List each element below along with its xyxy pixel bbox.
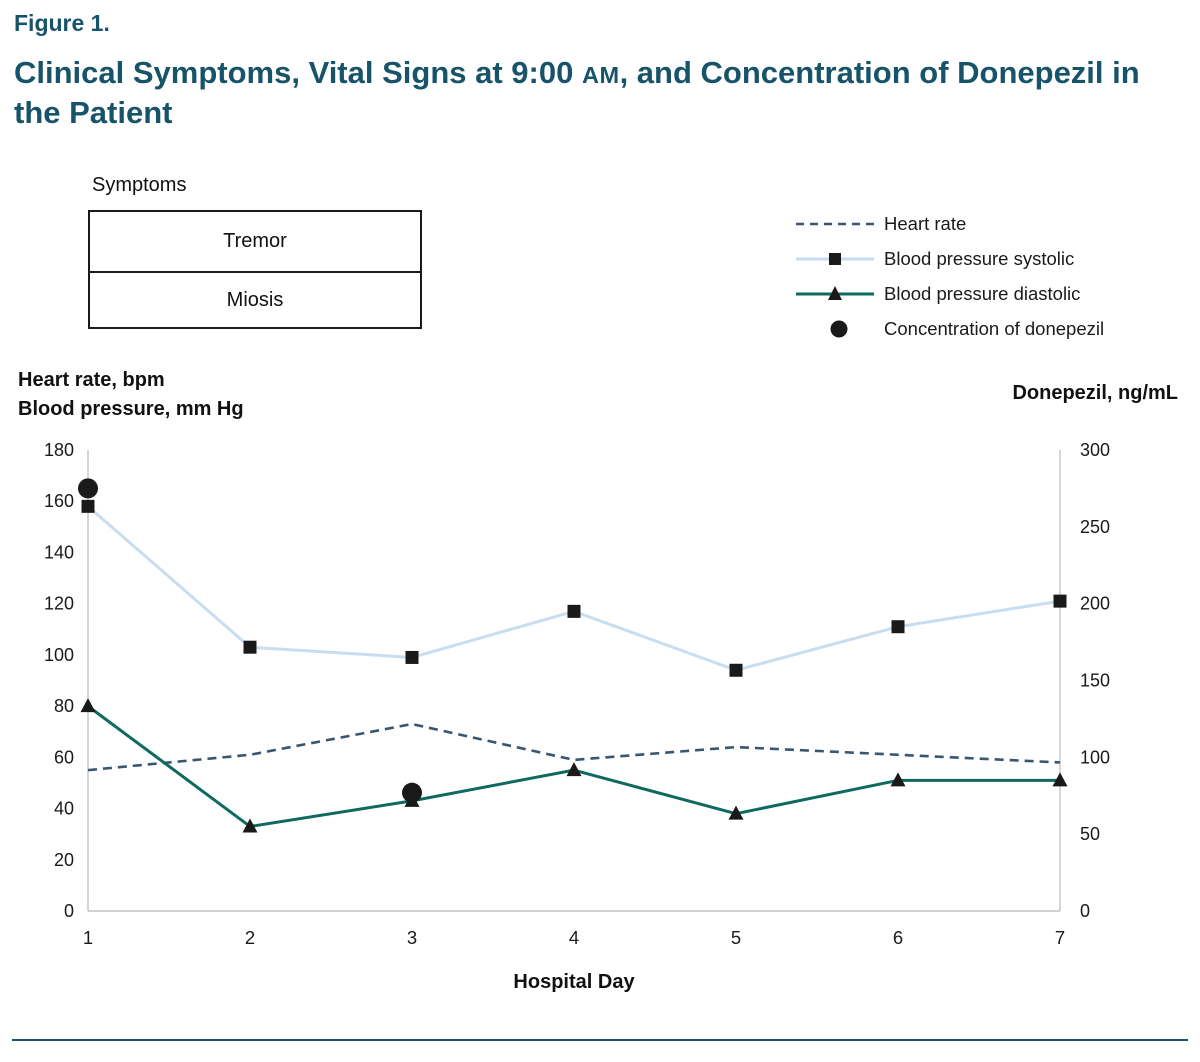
svg-text:4: 4 (568, 927, 580, 948)
square-marker (892, 620, 905, 633)
symptom-box-tremor: Tremor (88, 210, 422, 273)
svg-text:2: 2 (244, 927, 256, 948)
symptoms-label: Symptoms (92, 174, 187, 196)
bottom-divider (12, 1039, 1188, 1041)
triangle-marker (567, 762, 582, 776)
svg-text:200: 200 (1080, 593, 1111, 614)
figure-title-post: , and Concentration of Donepezil in the Patient (14, 55, 1140, 131)
svg-text:40: 40 (53, 798, 74, 819)
svg-text:250: 250 (1080, 516, 1111, 537)
svg-text:140: 140 (43, 542, 74, 563)
svg-text:7: 7 (1054, 927, 1066, 948)
svg-text:180: 180 (43, 440, 74, 460)
svg-text:6: 6 (892, 927, 904, 948)
svg-text:160: 160 (43, 491, 74, 512)
symptom-box-miosis: Miosis (88, 271, 422, 329)
series-layer (78, 478, 1068, 832)
left-axis-title-line1: Heart rate, bpm (18, 369, 165, 391)
square-marker (244, 641, 257, 654)
square-marker (568, 605, 581, 618)
svg-text:3: 3 (406, 927, 418, 948)
square-marker (406, 651, 419, 664)
square-marker (1054, 595, 1067, 608)
figure-title-pre: Clinical Symptoms, Vital Signs at 9:00 (14, 55, 582, 90)
svg-text:0: 0 (1080, 901, 1091, 921)
svg-text:80: 80 (53, 696, 74, 717)
legend-label: Blood pressure systolic (884, 247, 1075, 269)
svg-text:300: 300 (1080, 440, 1111, 460)
svg-text:100: 100 (1080, 747, 1111, 768)
legend-label: Concentration of donepezil (884, 317, 1105, 339)
tick-labels (44, 440, 1110, 948)
x-axis-title: Hospital Day (513, 971, 635, 993)
legend-label: Heart rate (884, 212, 967, 234)
svg-text:50: 50 (1080, 824, 1101, 845)
left-axis-title-line2: Blood pressure, mm Hg (18, 398, 244, 420)
square-marker (730, 664, 743, 677)
series-line (88, 506, 1060, 670)
axis-layer (88, 450, 1060, 911)
svg-text:5: 5 (730, 927, 742, 948)
donepezil-point (78, 478, 98, 498)
donepezil-point (402, 783, 422, 803)
svg-text:20: 20 (53, 849, 74, 870)
legend-label: Blood pressure diastolic (884, 282, 1081, 304)
triangle-marker (81, 698, 96, 712)
figure-title-ampm: AM (581, 62, 620, 88)
svg-text:150: 150 (1080, 670, 1111, 691)
svg-text:100: 100 (43, 644, 74, 665)
figure-label: Figure 1. (14, 10, 110, 36)
svg-text:0: 0 (63, 901, 74, 921)
svg-text:60: 60 (53, 747, 74, 768)
right-axis-title: Donepezil, ng/mL (1012, 382, 1178, 404)
square-marker (82, 500, 95, 513)
svg-text:1: 1 (82, 927, 94, 948)
svg-text:120: 120 (43, 593, 74, 614)
